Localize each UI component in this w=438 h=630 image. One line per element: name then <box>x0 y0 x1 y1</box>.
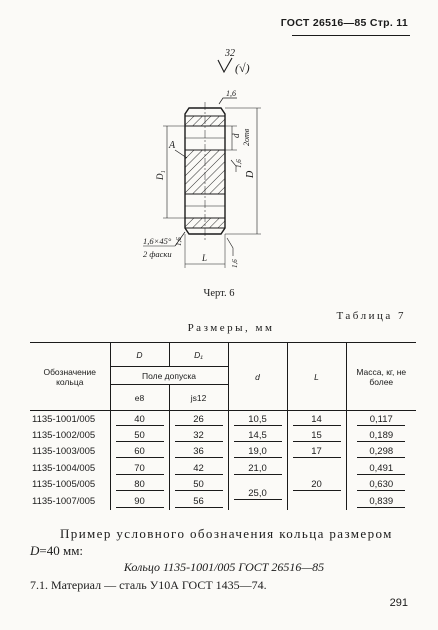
col-d-big: D <box>110 343 169 367</box>
cell-hole-d-merged: 25,0 <box>234 487 282 500</box>
cell-hole-d: 19,0 <box>234 445 282 458</box>
cell-designation: 1135-1007/005 <box>30 493 110 510</box>
roughness-note: (√) <box>235 61 250 75</box>
col-mass: Масса, кг, не более <box>346 343 416 411</box>
example-paragraph <box>30 525 416 559</box>
example-text: Пример условного обозначения кольца размером <box>60 526 393 541</box>
cell-designation: 1135-1002/005 <box>30 427 110 444</box>
cell-l-merged: 20 <box>293 478 341 491</box>
cell-d1: 42 <box>175 462 223 475</box>
table-row <box>30 493 416 510</box>
label-big-d: D <box>245 170 256 178</box>
cell-d: 80 <box>116 478 164 491</box>
cell-d1: 32 <box>175 429 223 442</box>
col-d-small: d <box>228 343 287 411</box>
label-a: A <box>169 140 176 151</box>
cell-designation: 1135-1005/005 <box>30 477 110 494</box>
cell-mass: 0,491 <box>357 462 405 475</box>
cell-d: 40 <box>116 413 164 426</box>
col-e8: e8 <box>110 385 169 411</box>
chamfer-rough: 1,6 <box>175 237 183 246</box>
cell-designation: 1135-1004/005 <box>30 460 110 477</box>
example-variable: D <box>30 543 40 558</box>
table-row <box>30 460 416 477</box>
table-title: Размеры, мм <box>187 322 275 334</box>
label-chamfer: 1,6×45° <box>143 236 172 246</box>
table-label: Таблица 7 <box>336 310 406 322</box>
ring-section <box>185 102 225 242</box>
dimensions-table <box>30 342 416 510</box>
table-row <box>30 411 416 428</box>
header-rule <box>292 35 410 36</box>
surface-roughness-label: 1,6 <box>226 89 236 98</box>
cell-l: 14 <box>293 413 341 426</box>
cell-mass: 0,839 <box>357 495 405 508</box>
roughness-value: 32 <box>225 48 235 59</box>
label-small-rough: 1,6 <box>235 159 243 168</box>
table-row <box>30 477 416 494</box>
cell-mass: 0,117 <box>357 413 405 426</box>
cell-d: 60 <box>116 445 164 458</box>
label-holes-count: 2отв <box>242 128 251 146</box>
bottom-roughness: 1,6 <box>231 259 239 268</box>
roughness-check-icon <box>218 58 232 72</box>
cell-hole-d: 10,5 <box>234 413 282 426</box>
cell-l: 15 <box>293 429 341 442</box>
cell-hole-d: 21,0 <box>234 462 282 475</box>
ring-drawing <box>115 42 315 280</box>
material-note: 7.1. Материал — сталь У10А ГОСТ 1435—74. <box>30 578 267 592</box>
col-l: L <box>287 343 346 411</box>
page-number: 291 <box>389 597 408 609</box>
cell-d: 90 <box>116 495 164 508</box>
label-hole-d: d <box>231 133 241 138</box>
cell-hole-d: 14,5 <box>234 429 282 442</box>
cell-mass: 0,189 <box>357 429 405 442</box>
cell-l: 17 <box>293 445 341 458</box>
cell-designation: 1135-1001/005 <box>30 411 110 428</box>
table-row <box>30 427 416 444</box>
label-chamfer-count: 2 фаски <box>143 249 172 259</box>
example-equals: =40 мм: <box>39 543 84 558</box>
label-l: L <box>202 253 208 263</box>
col-tolerance: Поле допуска <box>110 367 228 385</box>
label-d1: D₁ <box>155 170 165 180</box>
cell-d: 50 <box>116 429 164 442</box>
cell-d1: 26 <box>175 413 223 426</box>
cell-mass: 0,298 <box>357 445 405 458</box>
col-d1: D₁ <box>169 343 228 367</box>
col-designation: Обозначение кольца <box>30 343 110 411</box>
ring-designation: Кольцо 1135-1001/005 ГОСТ 26516—85 <box>123 560 325 574</box>
figure-caption: Черт. 6 <box>203 288 235 299</box>
cell-d1: 50 <box>175 478 223 491</box>
col-js12: js12 <box>169 385 228 411</box>
cell-d: 70 <box>116 462 164 475</box>
cell-mass: 0,630 <box>357 478 405 491</box>
page-header: ГОСТ 26516—85 Стр. 11 <box>280 17 408 29</box>
cell-d1: 56 <box>175 495 223 508</box>
cell-d1: 36 <box>175 445 223 458</box>
cell-designation: 1135-1003/005 <box>30 444 110 461</box>
table-row <box>30 444 416 461</box>
